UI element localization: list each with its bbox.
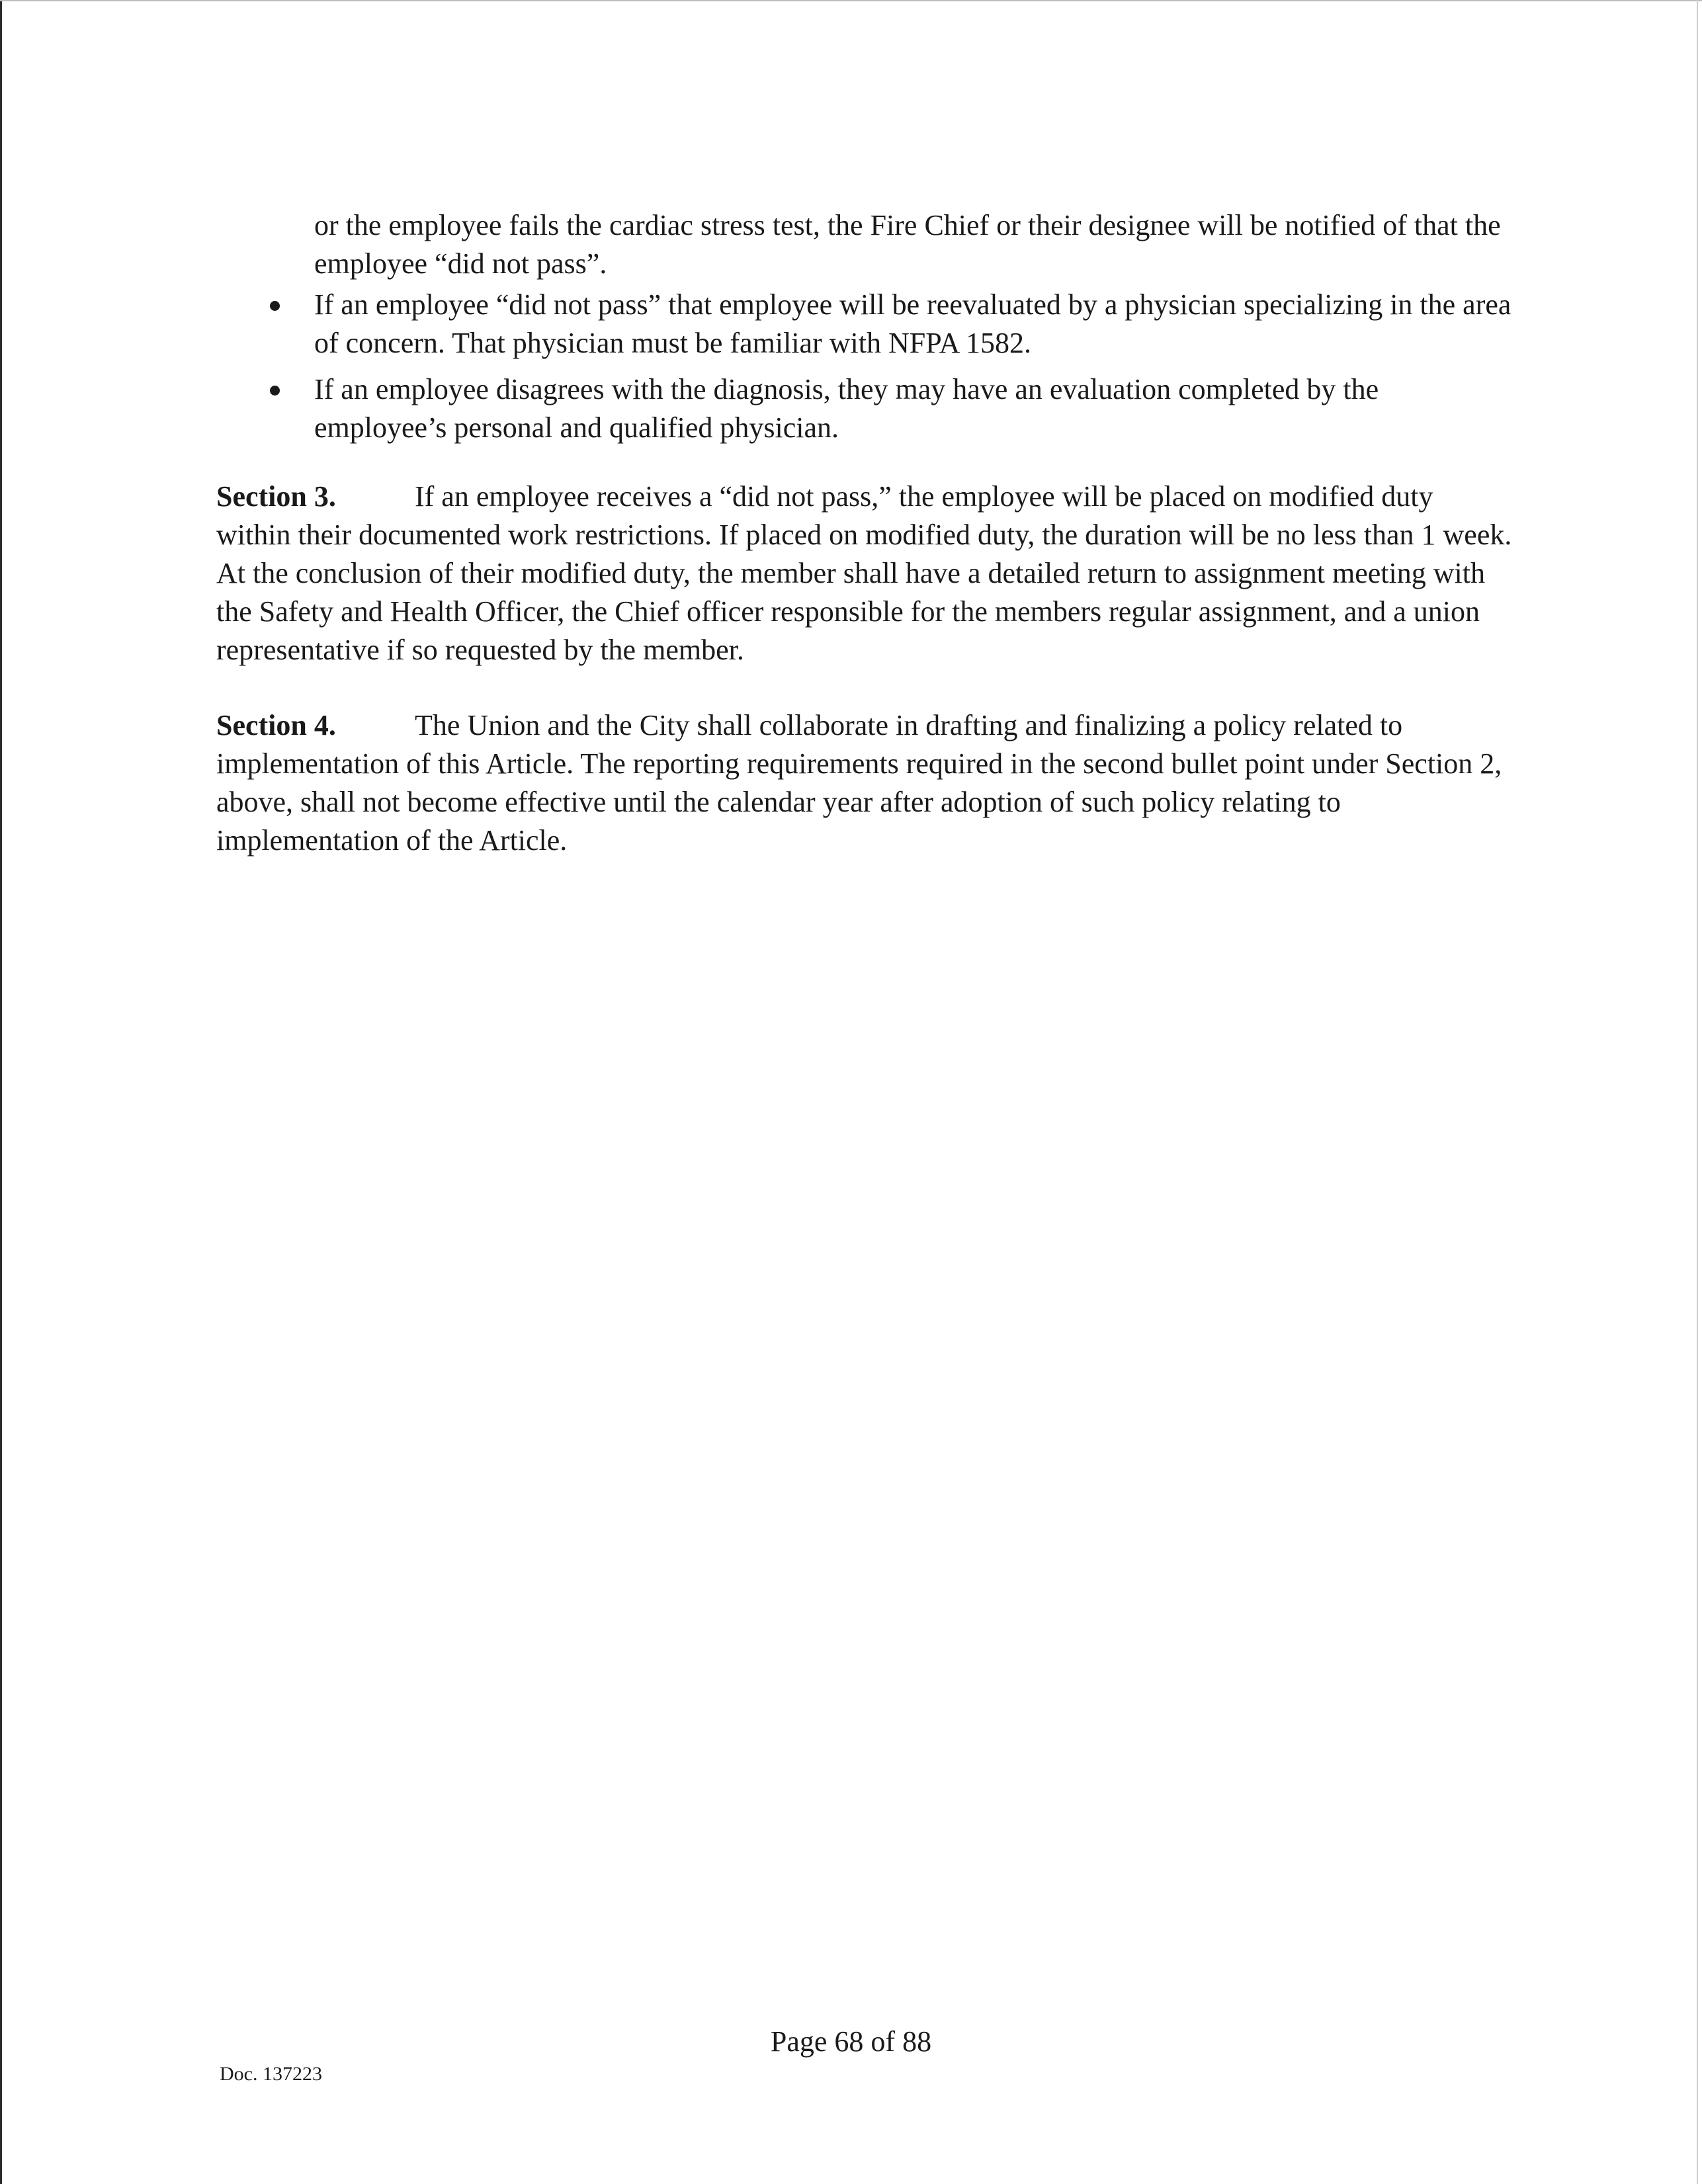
list-item [258, 286, 1515, 362]
section-3-paragraph [216, 478, 1513, 669]
scan-edge-top [0, 0, 1702, 1]
section-label: Section 4. [216, 709, 336, 741]
scan-edge-left [0, 0, 2, 2184]
list-item [258, 370, 1515, 447]
document-id: Doc. 137223 [220, 2063, 322, 2085]
section-label: Section 3. [216, 480, 336, 513]
section-text: If an employee receives a “did not pass,” the employee will be placed on modified duty within their documented work restrictions. If placed on modified duty, the duration will be no less than 1 week. At the conclusion of their modified duty, the member shall have a detailed return to assignment meeting with the Safety and Health Officer, the Chief officer responsible for the members regular assignment, and a union representative if so requested by the member. [216, 480, 1512, 666]
section-4-paragraph [216, 706, 1513, 860]
scan-edge-right [1697, 0, 1698, 2184]
continuation-paragraph: or the employee fails the cardiac stress test, the Fire Chief or their designee will be notified of that the employee “did not pass”. [314, 209, 1501, 280]
bullet-icon [270, 301, 280, 311]
bullet-list [258, 286, 1515, 455]
bullet-icon [270, 386, 280, 396]
bullet-text: If an employee “did not pass” that employee will be reevaluated by a physician specializing in the area of concern. That physician must be familiar with NFPA 1582. [314, 288, 1511, 359]
bullet-text: If an employee disagrees with the diagnosis, they may have an evaluation completed by the employee’s personal and qualified physician. [314, 373, 1379, 444]
section-text: The Union and the City shall collaborate in drafting and finalizing a policy related to implementation of this Article. The reporting requirements required in the second bullet point under Section 2, above, shall not become effective until the calendar year after adoption of such policy relating to implementation of the Article. [216, 709, 1502, 857]
page-number: Page 68 of 88 [770, 2025, 932, 2058]
